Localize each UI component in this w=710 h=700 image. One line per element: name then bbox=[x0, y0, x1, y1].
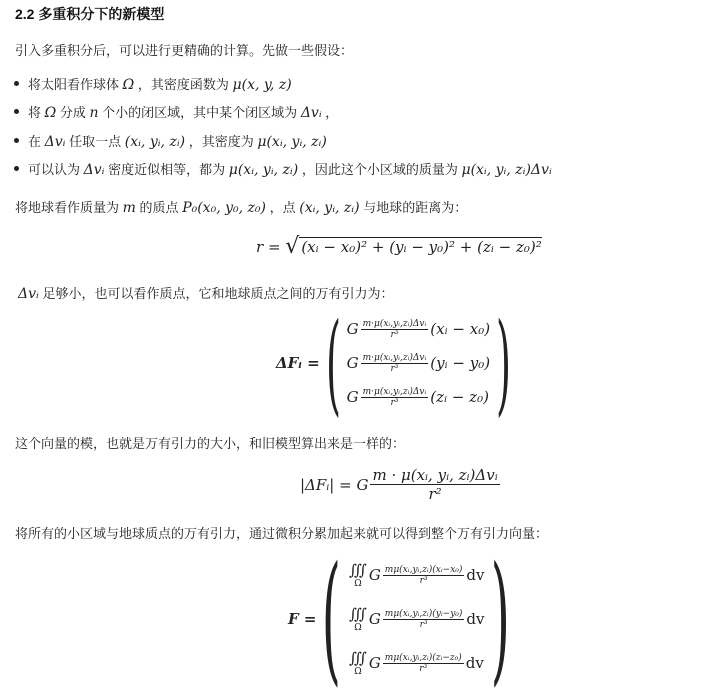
matrix-row bbox=[347, 641, 484, 685]
math: (yᵢ − y₀) bbox=[430, 354, 491, 372]
denominator: r³ bbox=[419, 619, 428, 630]
section-heading: 2.2 多重积分下的新模型 bbox=[15, 6, 165, 22]
triple-integral-icon: ∭ bbox=[349, 561, 367, 579]
text: 将太阳看作球体 bbox=[28, 77, 120, 92]
math: G bbox=[368, 654, 381, 672]
distance-equation bbox=[256, 234, 542, 259]
matrix-row bbox=[347, 346, 491, 380]
text: ，因此这个小区域的质量为 bbox=[301, 162, 458, 177]
text: 将地球看作质量为 bbox=[15, 200, 120, 215]
math: G bbox=[346, 320, 359, 338]
math: μ(xᵢ, yᵢ, zᵢ) bbox=[257, 134, 327, 150]
math: Ω bbox=[354, 667, 362, 677]
text: 分成 bbox=[59, 105, 86, 120]
text: 将 bbox=[28, 105, 42, 120]
math: Δvᵢ bbox=[83, 162, 105, 178]
text: ，其密度函数为 bbox=[137, 77, 229, 92]
math: dv bbox=[466, 610, 485, 628]
math: ΔFᵢ = bbox=[276, 354, 320, 372]
math: Δvᵢ bbox=[18, 286, 39, 302]
denominator: r³ bbox=[390, 397, 399, 408]
text: 密度近似相等，都为 bbox=[108, 162, 226, 177]
math: (zᵢ − z₀) bbox=[430, 388, 489, 406]
text: 任取一点 bbox=[69, 134, 122, 149]
integral-paragraph: 将所有的小区域与地球质点的万有引力，通过微积分累加起来就可以得到整个万有引力向量： bbox=[15, 526, 549, 541]
matrix-row bbox=[347, 597, 484, 641]
text: 个小的闭区域，其中某个闭区域为 bbox=[102, 105, 298, 120]
sqrt-sign: √ bbox=[285, 234, 300, 259]
text: 的质点 bbox=[139, 200, 179, 215]
matrix bbox=[347, 553, 484, 685]
math: Ω bbox=[122, 77, 135, 93]
matrix-row bbox=[347, 312, 491, 346]
math: μ(xᵢ, yᵢ, zᵢ) bbox=[228, 162, 299, 178]
math: (xᵢ, yᵢ, zᵢ) bbox=[124, 134, 186, 150]
math: μ(xᵢ, yᵢ, zᵢ)Δvᵢ bbox=[461, 162, 552, 178]
modulus-paragraph: 这个向量的模，也就是万有引力的大小，和旧模型算出来是一样的： bbox=[15, 436, 406, 451]
list-item bbox=[28, 131, 327, 150]
intro-paragraph: 引入多重积分后，可以进行更精确的计算。先做一些假设： bbox=[15, 43, 354, 58]
matrix bbox=[347, 312, 491, 414]
denominator: r³ bbox=[390, 363, 399, 374]
math: Ω bbox=[354, 579, 362, 589]
denominator: r³ bbox=[390, 329, 399, 340]
force-vector-equation bbox=[276, 299, 517, 427]
math: μ(x, y, z) bbox=[232, 77, 292, 93]
math: F = bbox=[288, 610, 317, 628]
numerator: mμ(xᵢ,yᵢ,zᵢ)(xᵢ−x₀) bbox=[384, 564, 463, 575]
math: Δvᵢ bbox=[44, 134, 66, 150]
math: (xᵢ, yᵢ, zᵢ) bbox=[299, 200, 360, 216]
text: 足够小，也可以看作质点，它和地球质点之间的万有引力为： bbox=[42, 286, 394, 301]
math: P₀(x₀, y₀, z₀) bbox=[182, 200, 266, 216]
math: dv bbox=[465, 654, 484, 672]
denominator: r² bbox=[428, 485, 442, 503]
denominator: r³ bbox=[419, 575, 428, 586]
math: |ΔFᵢ| = G bbox=[300, 475, 369, 494]
math: dv bbox=[466, 566, 485, 584]
triple-integral-icon: ∭ bbox=[349, 605, 367, 623]
text: 与地球的距离为： bbox=[363, 200, 468, 215]
numerator: m·μ(xᵢ,yᵢ,zᵢ)Δvᵢ bbox=[362, 318, 427, 329]
math: Ω bbox=[354, 623, 362, 633]
math: G bbox=[346, 388, 359, 406]
math: n bbox=[89, 105, 99, 121]
math: r = bbox=[256, 237, 281, 256]
math: m bbox=[122, 200, 136, 216]
text: ， bbox=[325, 105, 339, 120]
math: Δvᵢ bbox=[300, 105, 322, 121]
numerator: m·μ(xᵢ,yᵢ,zᵢ)Δvᵢ bbox=[362, 386, 427, 397]
numerator: m·μ(xᵢ,yᵢ,zᵢ)Δvᵢ bbox=[362, 352, 427, 363]
list-item bbox=[28, 102, 338, 121]
total-force-equation bbox=[288, 537, 515, 700]
triple-integral-icon: ∭ bbox=[349, 649, 367, 667]
math: (xᵢ − x₀) bbox=[430, 320, 491, 338]
matrix-row bbox=[347, 380, 491, 414]
math: Ω bbox=[44, 105, 57, 121]
left-paren: ( bbox=[322, 537, 342, 700]
list-item bbox=[28, 159, 552, 178]
right-paren: ) bbox=[490, 537, 510, 700]
text: 在 bbox=[28, 134, 42, 149]
numerator: mμ(xᵢ,yᵢ,zᵢ)(zᵢ−z₀) bbox=[384, 652, 462, 663]
numerator: mμ(xᵢ,yᵢ,zᵢ)(yᵢ−y₀) bbox=[384, 608, 463, 619]
modulus-equation bbox=[300, 466, 502, 503]
math: G bbox=[346, 354, 359, 372]
right-paren: ) bbox=[496, 299, 512, 427]
text: ，点 bbox=[269, 200, 296, 215]
text: 可以认为 bbox=[28, 162, 81, 177]
math: G bbox=[368, 610, 381, 628]
math: (xᵢ − x₀)² + (yᵢ − y₀)² + (zᵢ − z₀)² bbox=[301, 238, 542, 256]
math: G bbox=[368, 566, 381, 584]
denominator: r³ bbox=[419, 663, 428, 674]
earth-paragraph bbox=[15, 197, 467, 216]
text: ，其密度为 bbox=[188, 134, 254, 149]
numerator: m · μ(xᵢ, yᵢ, zᵢ)Δvᵢ bbox=[372, 466, 498, 484]
left-paren: ( bbox=[325, 299, 341, 427]
list-item bbox=[28, 74, 292, 93]
matrix-row bbox=[347, 553, 484, 597]
